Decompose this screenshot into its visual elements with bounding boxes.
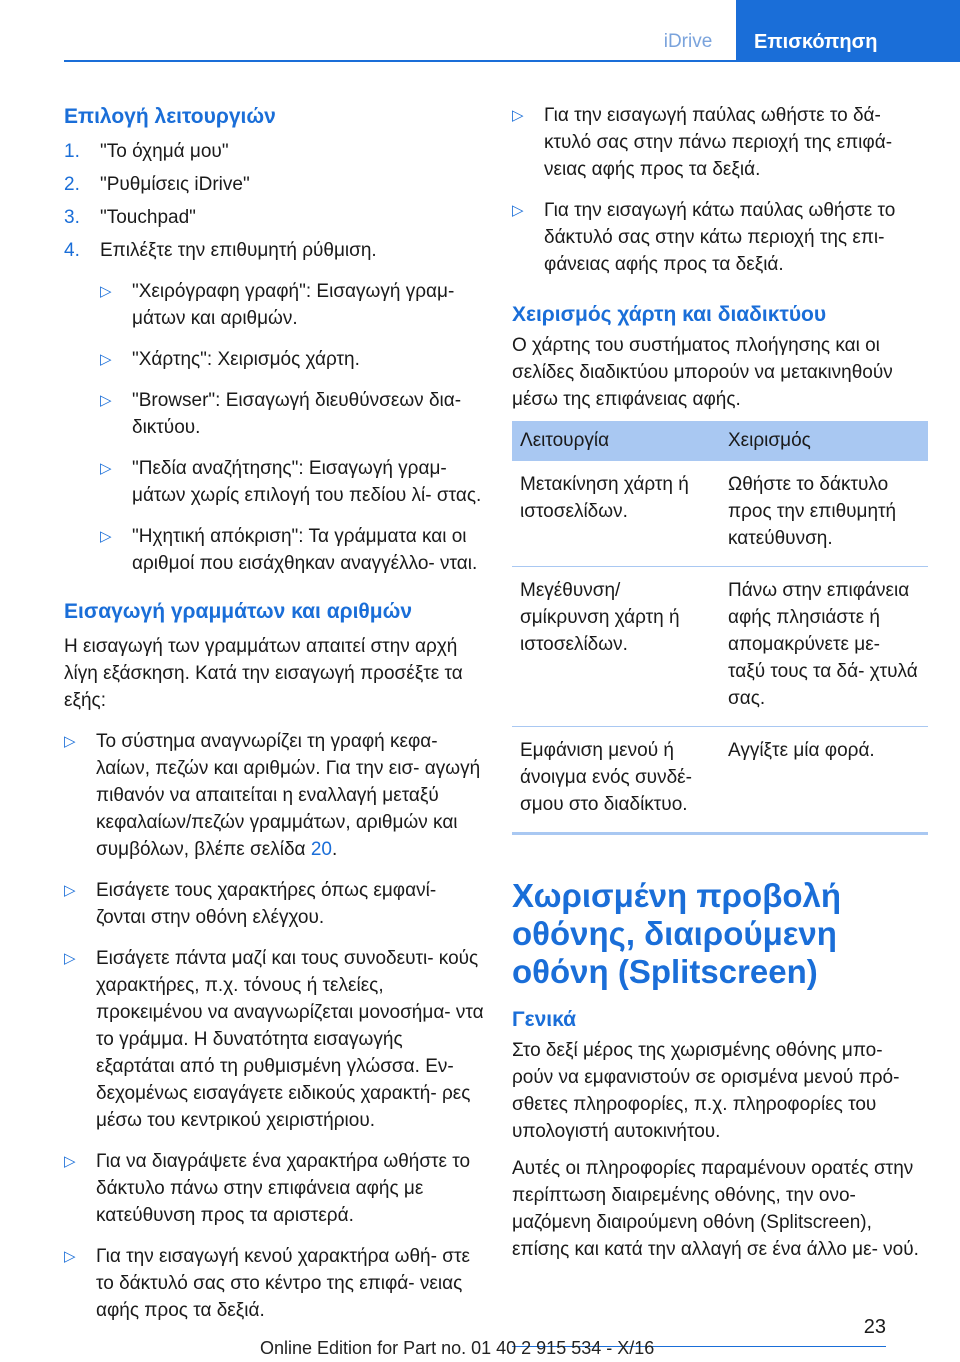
right-column [512, 102, 928, 1273]
sub-bullet-item [100, 387, 484, 441]
bullet-item [512, 197, 928, 278]
bullet-item [512, 102, 928, 183]
triangle-bullet-icon: ▷ [100, 283, 112, 300]
table-row [512, 461, 928, 567]
header-section-label: iDrive [663, 31, 713, 52]
triangle-bullet-icon: ▷ [64, 733, 76, 750]
bullet-text: Για να διαγράψετε ένα χαρακτήρα ωθήστε το δάκτυλο πάνω στην επιφάνεια αφής με κατεύθυνση προς τα αριστερά. [96, 1151, 471, 1226]
bullet-text: Το σύστημα αναγνωρίζει τη γραφή κεφα- λαίων, πεζών και αριθμών. Για την εισ- αγωγή πιθανόν να απαιτείται η εναλλαγή μεταξύ κεφαλαίων/πεζών γραμμάτων, αριθμών και συμβόλων, βλέπε σελίδα [96, 731, 481, 860]
bullet-item [64, 728, 484, 863]
triangle-bullet-icon: ▷ [512, 107, 524, 124]
header-rule [64, 60, 960, 62]
sub-bullet-text: "Χάρτης": Χειρισμός χάρτη. [132, 349, 360, 370]
step-number: 1. [64, 141, 80, 162]
triangle-bullet-icon: ▷ [64, 950, 76, 967]
table-row [512, 727, 928, 834]
step-text: "Touchpad" [100, 207, 196, 228]
triangle-bullet-icon: ▷ [64, 882, 76, 899]
bullet-item [64, 1243, 484, 1324]
sub-bullet-text: "Ηχητική απόκριση": Τα γράμματα και οι αριθμοί που εισάχθηκαν αναγγέλλο- νται. [132, 526, 478, 574]
left-column [64, 102, 484, 1338]
footer-edition: Online Edition for Part no. 01 40 2 915 534 - X/16 [260, 1338, 655, 1358]
bullet-text: Για την εισαγωγή παύλας ωθήστε το δά- κτυλό σας στην πάνω περιοχή της επιφά- νειας αφής προς τα δεξιά. [544, 105, 893, 180]
triangle-bullet-icon: ▷ [100, 392, 112, 409]
splitscreen-paragraph: Αυτές οι πληροφορίες παραμένουν ορατές στην περίπτωση διαιρεμένης οθόνης, την ονο- μαζόμενη διαιρούμενη οθόνη (Splitscreen), επίσης και κατά την αλλαγή σε ένα άλλο με- νού. [512, 1158, 919, 1260]
step-text: "Το όχημά μου" [100, 141, 229, 162]
section-title-letter-entry: Εισαγωγή γραμμάτων και αριθμών [64, 600, 413, 623]
table-row [512, 567, 928, 727]
header-chapter-tab: Επισκόπηση [736, 0, 960, 62]
splitscreen-paragraph: Στο δεξί μέρος της χωρισμένης οθόνης μπο- ρούν να εμφανιστούν σε ορισμένα μενού πρό- σθετες πληροφορίες, π.χ. πληροφορίες του υπολογιστή αυτοκινήτου. [512, 1040, 900, 1142]
page-header [0, 0, 960, 62]
step-number: 2. [64, 174, 80, 195]
triangle-bullet-icon: ▷ [100, 528, 112, 545]
bullet-item [64, 945, 484, 1134]
triangle-bullet-icon: ▷ [64, 1153, 76, 1170]
triangle-bullet-icon: ▷ [100, 460, 112, 477]
step-item [64, 138, 484, 165]
step-item [64, 237, 484, 264]
section-title-map-web: Χειρισμός χάρτη και διαδικτύου [512, 303, 827, 326]
step-text: Επιλέξτε την επιθυμητή ρύθμιση. [100, 240, 377, 261]
table-cell: Πάνω στην επιφάνεια αφής πλησιάστε ή απομακρύνετε με- ταξύ τους τα δά- χτυλά σας. [720, 567, 928, 727]
section-title-select-functions: Επιλογή λειτουργιών [64, 105, 276, 128]
bullet-text: Για την εισαγωγή κενού χαρακτήρα ωθή- στε το δάκτυλό σας στο κέντρο της επιφά- νειας αφής προς τα δεξιά. [96, 1246, 470, 1321]
bullet-text-end: . [331, 839, 338, 860]
sub-bullet-list [64, 278, 484, 577]
triangle-bullet-icon: ▷ [64, 1248, 76, 1265]
step-item [64, 171, 484, 198]
table-header-operation: Χειρισμός [720, 421, 928, 461]
letter-entry-intro: Η εισαγωγή των γραμμάτων απαιτεί στην αρχή λίγη εξάσκηση. Κατά την εισαγωγή προσέξτε τα εξής: [64, 636, 463, 711]
sub-bullet-text: "Browser": Εισαγωγή διευθύνσεων δια- δικτύου. [132, 390, 462, 438]
bullet-text: Για την εισαγωγή κάτω παύλας ωθήστε το δάκτυλό σας στην κάτω περιοχή της επι- φάνειας αφής προς τα δεξιά. [544, 200, 896, 275]
subsection-title-general: Γενικά [512, 1008, 577, 1031]
triangle-bullet-icon: ▷ [512, 202, 524, 219]
sub-bullet-item [100, 278, 484, 332]
sub-bullet-item [100, 455, 484, 509]
table-cell: Μεγέθυνση/ σμίκρυνση χάρτη ή ιστοσελίδων. [512, 567, 720, 727]
section-title-splitscreen: Χωρισμένη προβολή οθόνης, διαιρούμενη οθόνη (Splitscreen) [512, 877, 842, 990]
table-cell: Εμφάνιση μενού ή άνοιγμα ενός συνδέ- σμου στο διαδίκτυο. [512, 727, 720, 834]
sub-bullet-text: "Πεδία αναζήτησης": Εισαγωγή γραμ- μάτων χωρίς επιλογή του πεδίου λί- στας. [132, 458, 482, 506]
sub-bullet-text: "Χειρόγραφη γραφή": Εισαγωγή γραμ- μάτων και αριθμών. [132, 281, 455, 329]
gesture-table [512, 421, 928, 835]
bullet-text: Εισάγετε τους χαρακτήρες όπως εμφανί- ζονται στην οθόνη ελέγχου. [96, 880, 437, 928]
page-number: 23 [863, 1316, 886, 1338]
bullet-item [64, 877, 484, 931]
map-web-intro: Ο χάρτης του συστήματος πλοήγησης και οι σελίδες διαδικτύου μπορούν να μετακινηθούν μέσω της επιφάνειας αφής. [512, 335, 893, 410]
sub-bullet-item [100, 346, 484, 373]
step-text: "Ρυθμίσεις iDrive" [100, 174, 250, 195]
step-number: 4. [64, 240, 80, 261]
bullet-text: Εισάγετε πάντα μαζί και τους συνοδευτι- κούς χαρακτήρες, π.χ. τόνους ή τελείες, προκειμένου να αναγνωρίζεται μονοσήμα- ντα το γράμμα. Η δυνατότητα εισαγωγής εξαρτάται από τη ρυθμισμένη γλώσσα. Εν- δεχομένως εισαγάγετε ειδικούς χαρακτή- ρες μέσω του κεντρικού χειριστήριου. [96, 948, 484, 1131]
table-header-row [512, 421, 928, 461]
bullet-item [64, 1148, 484, 1229]
step-number: 3. [64, 207, 80, 228]
table-cell: Μετακίνηση χάρτη ή ιστοσελίδων. [512, 461, 720, 567]
step-item [64, 204, 484, 231]
triangle-bullet-icon: ▷ [100, 351, 112, 368]
sub-bullet-item [100, 523, 484, 577]
table-header-function: Λειτουργία [512, 421, 720, 461]
table-cell: Αγγίξτε μία φορά. [720, 727, 928, 834]
table-cell: Ωθήστε το δάκτυλο προς την επιθυμητή κατεύθυνση. [720, 461, 928, 567]
page-reference-link[interactable]: 20 [310, 839, 332, 860]
